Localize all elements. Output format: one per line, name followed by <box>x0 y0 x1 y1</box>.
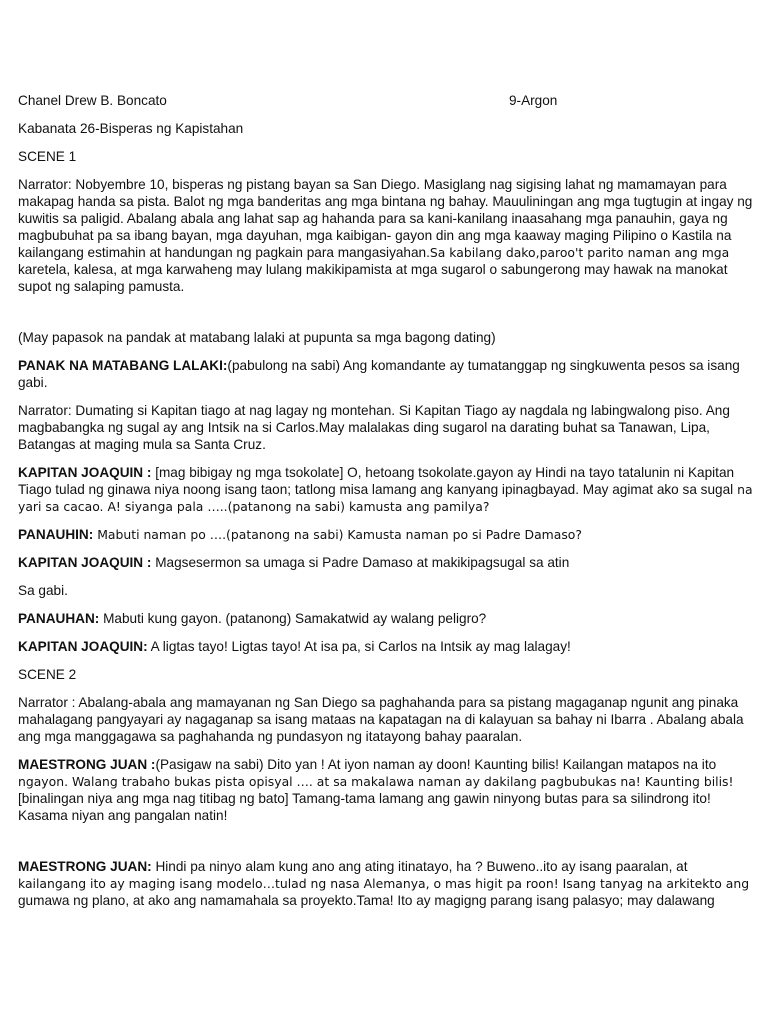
dialogue-text: Hindi pa ninyo alam kung ano ang ating itinatayo, ha ? Buweno..ito ay isang paaralan, at <box>151 859 688 874</box>
narrator-paragraph-1-text: Narrator: Nobyembre 10, bisperas ng pistang bayan sa San Diego. Masiglang nag sigising lahat ng mamamayan para makapag handa sa pista. Balot ng mga banderitas ang mga bintana ng bahay. Mauuliningan ang mga tugtugin at ingay ng kuwitis sa paligid. Abalang abala ang lahat sap ag hahanda para sa kani-kanilang inaasahang mga panauhin, gaya ng magbubuhat pa sa ibang bayan, mga dayuhan, mga kaibigan- gayon din ang mga kaaway maging Pilipino o Kastila na kailangang estimahin at handungan ng pagkain para mangasiyahan. <box>18 177 753 260</box>
dialogue-line <box>18 638 753 655</box>
author-name: Chanel Drew B. Boncato <box>18 93 167 108</box>
narrator-paragraph-3: Narrator : Abalang-abala ang mamayanan ng San Diego sa paghahanda para sa pistang magaganap ngunit ang pinaka mahalagang pangyayari ay nagaganap sa isang mataas na kapatagan na di kalayuan sa bahay ni Ibarra . Abalang abala ang mga manggagawa sa paghahanda ng pundasyon ng itatayong bahay paaralan. <box>18 695 744 744</box>
dialogue-line <box>18 357 753 391</box>
chapter-title: Kabanata 26-Bisperas ng Kapistahan <box>18 121 244 136</box>
dialogue-text: Mabuti kung gayon. (patanong) Samakatwid ay walang peligro? <box>99 611 487 626</box>
dialogue-text: A ligtas tayo! Ligtas tayo! At isa pa, si Carlos na Intsik ay mag lalagay! <box>147 639 571 654</box>
speaker-name: MAESTRONG JUAN: <box>18 859 152 874</box>
narrator-paragraph-1-insert: Sa kabilang dako,paroo't parito naman ang mga <box>429 245 730 260</box>
dialogue-text-end: [binalingan niya ang mga nag titibag ng bato] Tamang-tama lamang ang gawin ninyong butas para sa silindrong ito! Kasama niyan ang pangalan natin! <box>18 791 711 823</box>
header-row <box>18 92 753 109</box>
speaker-name: MAESTRONG JUAN : <box>18 757 156 772</box>
dialogue-text: (pabulong na sabi) Ang komandante ay tumatanggap ng singkuwenta pesos sa isang gabi. <box>18 358 740 390</box>
dialogue-line <box>18 756 753 824</box>
speaker-name: PANAK NA MATABANG LALAKI: <box>18 358 228 373</box>
dialogue-line <box>18 554 753 571</box>
scene-1-label: SCENE 1 <box>18 149 77 164</box>
document-page <box>18 92 753 920</box>
dialogue-line <box>18 464 753 515</box>
narrator-paragraph-1-end: karetela, kalesa, at mga karwaheng may lulang makikipamista at mga sugarol o sabungerong may hawak na manokat supot ng salaping pamusta. <box>18 262 728 294</box>
speaker-name: PANAUHAN: <box>18 611 100 626</box>
speaker-name: KAPITAN JOAQUIN: <box>18 639 148 654</box>
dialogue-continuation: Sa gabi. <box>18 583 68 598</box>
dialogue-text-cont: kailangang ito ay maging isang modelo…tulad ng nasa Alemanya, o mas higit pa roon! Isang tanyag na arkitekto ang <box>18 876 750 891</box>
dialogue-line <box>18 858 753 909</box>
dialogue-text: Mabuti naman po ….(patanong na sabi) Kamusta naman po si Padre Damaso? <box>93 527 582 542</box>
dialogue-text: (Pasigaw na sabi) Dito yan ! At iyon naman ay doon! Kaunting bilis! Kailangan matapos na ito <box>155 757 717 772</box>
dialogue-text-end: gumawa ng plano, at ako ang namamahala sa proyekto.Tama! Ito ay magigng parang isang palasyo; may dalawang <box>18 893 715 908</box>
dialogue-line <box>18 526 753 543</box>
class-section: 9-Argon <box>509 93 558 108</box>
speaker-name: PANAUHIN: <box>18 527 94 542</box>
speaker-name: KAPITAN JOAQUIN : <box>18 555 152 570</box>
narrator-paragraph-2: Narrator: Dumating si Kapitan tiago at nag lagay ng montehan. Si Kapitan Tiago ay nagdala ng labingwalong piso. Ang magbabangka ng sugal ay ang Intsik na si Carlos.May malalakas ding sugarol na darating buhat sa Tanawan, Lipa, Batangas at maging mula sa Santa Cruz. <box>18 403 730 452</box>
spacer <box>18 306 753 329</box>
spacer <box>18 835 753 858</box>
dialogue-text: Magsesermon sa umaga si Padre Damaso at makikipagsugal sa atin <box>151 555 570 570</box>
dialogue-line <box>18 610 753 627</box>
dialogue-text-cont: ngayon. Walang trabaho bukas pista opisyal …. at sa makalawa naman ay dakilang pagbubukas na! Kaunting bilis! <box>18 774 734 789</box>
speaker-name: KAPITAN JOAQUIN : <box>18 465 152 480</box>
scene-2-label: SCENE 2 <box>18 667 77 682</box>
narrator-paragraph-1 <box>18 176 753 295</box>
dialogue-text-cont: na yari sa cacao. A! siyanga pala …..(patanong na sabi) kamusta ang pamilya? <box>18 482 753 514</box>
stage-direction: (May papasok na pandak at matabang lalaki at pupunta sa mga bagong dating) <box>18 330 496 345</box>
dialogue-text: [mag bibigay ng mga tsokolate] O, hetoang tsokolate.gayon ay Hindi na tayo tatalunin ni Kapitan Tiago tulad ng ginawa niya noong isang taon; tatlong misa lamang ang kanyang ipinagbayad. May agimat ako sa sugal <box>18 465 735 497</box>
